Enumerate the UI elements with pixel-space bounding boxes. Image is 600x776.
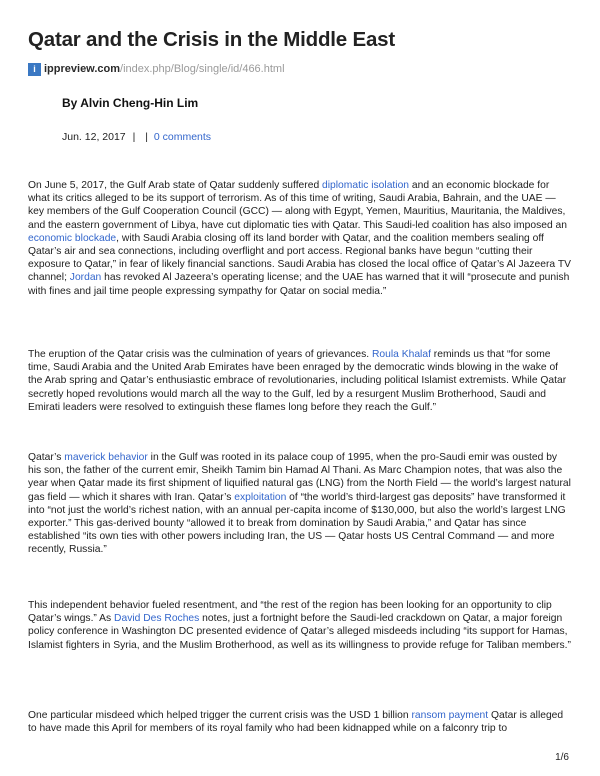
inline-link[interactable]: diplomatic isolation — [322, 180, 410, 191]
paragraph-text: Qatar is alleged to have made this April for members of its royal family who had been kidnapped while on a falconry trip to — [28, 710, 564, 735]
article-title: Qatar and the Crisis in the Middle East — [28, 28, 395, 51]
body-paragraph-2 — [28, 348, 573, 414]
article-meta — [62, 131, 211, 143]
comments-link[interactable]: 0 comments — [153, 131, 212, 143]
body-paragraph-1 — [28, 179, 573, 298]
source-domain[interactable]: ippreview.com — [44, 63, 121, 75]
meta-separator: | — [132, 131, 136, 143]
paragraph-text: of “the world’s third-largest gas deposits” have transformed it into “not just the world’s richest nation, with an annual per-capita income of $130,000, but also the world’s largest LNG exporter.” This gas-derived bounty “allowed it to break from domination by Saudi Arabia,” and Qatar has since established “its own ties with other powers including Iran, the US — Qatar hosts US Central Command — and more recently, Russia.” — [28, 491, 566, 556]
inline-link[interactable]: economic blockade — [28, 232, 117, 244]
inline-link[interactable]: David Des Roches — [114, 613, 200, 625]
paragraph-text: Qatar’s — [28, 452, 65, 463]
inline-link[interactable]: Jordan — [69, 272, 102, 284]
paragraph-text: notes, just a fortnight before the Saudi-led crackdown on Qatar, a major foreign policy conference in Washington DC presented evidence of Qatar’s alleged misdeeds including “its support for Hamas, Islamist fighters in Syria, and the Muslim Brotherhood, as well as its willingness to provide refuge for Taliban members.” — [28, 613, 571, 651]
source-url[interactable] — [28, 62, 285, 76]
meta-separator: | — [145, 131, 148, 143]
paragraph-text: reminds us that “for some time, Saudi Arabia and the United Arab Emirates have been enraged by the democratic winds blowing in the wake of the Arab spring and Qatar’s enthusiastic embrace of revolutionaries, including political Islamist extremists. While Qatar secretly hoped revolutions would march all the way to the Gulf, led by a resurgent Muslim Brotherhood, Saudi and Emirati leaders were resolved to extinguish these flames long before they reach the Gulf.” — [28, 349, 567, 413]
paragraph-text: , with Saudi Arabia closing off its land border with Qatar, and the coalition members sealing off Qatar’s air and sea connections, including overflight and port access. Regional banks have begun “cutting their exposure to Qatar,” in fear of likely financial sanctions. Saudi Arabia has closed the local office of Qatar’s Al Jazeera TV channel; — [28, 232, 571, 284]
paragraph-text: On June 5, 2017, the Gulf Arab state of Qatar suddenly suffered — [28, 180, 323, 191]
source-path[interactable]: /index.php/Blog/single/id/466.html — [120, 63, 285, 75]
inline-link[interactable]: exploitation — [234, 491, 287, 503]
author-byline: By Alvin Cheng-Hin Lim — [62, 96, 199, 110]
site-favicon-icon: i — [28, 63, 41, 76]
paragraph-text: This independent behavior fueled resentment, and “the rest of the region has been looking for an opportunity to clip Qatar’s wings.” As — [28, 600, 552, 625]
inline-link[interactable]: ransom payment — [411, 710, 489, 721]
page-number: 1/6 — [555, 752, 569, 763]
paragraph-text: in the Gulf was rooted in its palace coup of 1995, when the pro-Saudi emir was ousted by his son, the father of the current emir, Sheikh Tamim bin Hamad Al Thani. As Marc Champion notes, that was also the year when Qatar made its first shipment of liquified natural gas (LNG) from the North Field — the world’s largest natural gas field — which it shares with Iran. Qatar’s — [28, 452, 571, 503]
paragraph-text: has revoked Al Jazeera’s operating license; and the UAE has warned that it will “prosecute and punish with fines and jail time people expressing sympathy for Qatar on social media.” — [28, 272, 570, 297]
paragraph-text: The eruption of the Qatar crisis was the culmination of years of grievances. — [28, 349, 372, 360]
paragraph-text: One particular misdeed which helped trigger the current crisis was the USD 1 billion — [28, 710, 412, 721]
body-paragraph-3 — [28, 451, 573, 557]
publish-date: Jun. 12, 2017 — [62, 131, 126, 143]
body-paragraph-4 — [28, 599, 573, 652]
paragraph-text: and an economic blockade for what its critics alleged to be its support of terrorism. As of this time of writing, Saudi Arabia, Bahrain, and the UAE — key members of the Gulf Cooperation Council (GCC) — along with Egypt, Yemen, Mauritius, Mauritania, the Maldives, and the eastern government of Libya, have cut diplomatic ties with Qatar. This Saudi-led coalition has also imposed an — [28, 180, 567, 231]
inline-link[interactable]: maverick behavior — [64, 452, 148, 463]
body-paragraph-5 — [28, 709, 573, 735]
inline-link[interactable]: Roula Khalaf — [371, 349, 431, 360]
